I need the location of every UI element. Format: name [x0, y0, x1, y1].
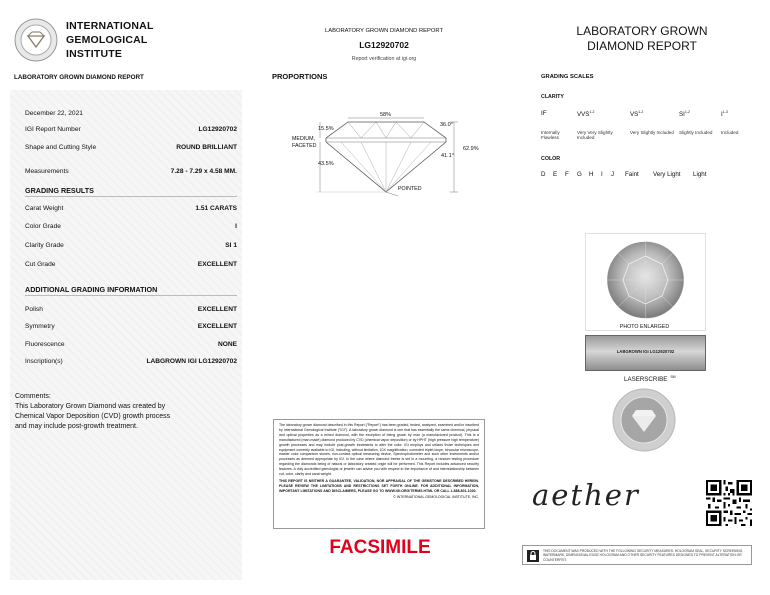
girdle-label-2: FACETED	[292, 143, 317, 149]
color-grade: I	[601, 171, 603, 178]
girdle-label: MEDIUM,	[292, 136, 315, 142]
clarity-row	[25, 242, 237, 249]
color-grade: Light	[693, 171, 707, 178]
igi-name-line2: GEMOLOGICAL	[66, 34, 148, 46]
color-scale	[541, 171, 751, 183]
clarity-grade: VVS$^{1-2}$	[577, 110, 595, 119]
qr-code-icon	[706, 480, 752, 526]
disclaimer-bold: THIS REPORT IS NEITHER A GUARANTEE, VALIDATION, NOR APPRAISAL OF THE GEMSTONE DESCRIBED HEREIN. PLEASE REVIEW THE LIMITATIONS AND RESTRICTIONS SET FORTH ONLINE. FOR ADDITIONAL INFORMATION, IMPORTANT LIMITATIONS AND DISCLAIMERS, PLEASE GO TO WWW.IGI.ORG/TERMS.HTML OR CALL 1-888-801-1020.	[279, 478, 479, 493]
polish-row	[25, 306, 237, 313]
laserscribe-inscription: LABGROWN IGI LG12920702	[616, 349, 675, 354]
color-grade: H	[589, 171, 594, 178]
pavilion-depth: 43.5%	[318, 161, 334, 167]
right-report-title	[548, 24, 736, 54]
shape-row	[25, 144, 237, 151]
row-value: SI 1	[225, 242, 237, 249]
cut-row	[25, 261, 237, 268]
crown-height: 15.5%	[318, 126, 334, 132]
diamond-photo	[586, 234, 705, 330]
security-footer-text: THIS DOCUMENT WAS PRODUCED WITH THE FOLLOWING SECURITY MEASURES: HOLOGRAM SEAL, SECURITY SCREENING, WATERMARK, DIMENSIONAL EDGE HOLOGRAM AND OTHER SECURITY FEATURES DESIGNED TO PREVENT ALTERATION OR COUNTERFEIT.	[543, 549, 744, 562]
lock-icon	[526, 549, 540, 563]
clarity-grade: VS$^{1-2}$	[630, 110, 644, 119]
row-value: NONE	[217, 341, 237, 348]
row-value: EXCELLENT	[197, 306, 237, 313]
row-value: LABGROWN IGI LG12920702	[146, 358, 237, 365]
clarity-desc: Included	[721, 130, 739, 135]
clarity-scale-title: CLARITY	[541, 94, 564, 100]
disclaimer-copyright: © INTERNATIONAL GEMOLOGICAL INSTITUTE, INC.	[393, 494, 479, 499]
row-label: Clarity Grade	[25, 242, 64, 249]
left-report-title: LABORATORY GROWN DIAMOND REPORT	[14, 74, 144, 81]
additional-info-title: ADDITIONAL GRADING INFORMATION	[25, 285, 158, 294]
color-grade: D	[541, 171, 546, 178]
igi-name-line1: INTERNATIONAL	[66, 20, 154, 32]
row-label: Carat Weight	[25, 205, 64, 212]
comments-line: and may include post-growth treatment.	[15, 423, 138, 430]
crown-angle: 36.0°	[440, 122, 453, 128]
center-report-title: LABORATORY GROWN DIAMOND REPORT	[325, 28, 443, 34]
color-grade: J	[611, 171, 615, 178]
table-percentage: 58%	[380, 112, 392, 118]
culet-label: POINTED	[398, 186, 422, 192]
grading-results-title: GRADING RESULTS	[25, 186, 94, 195]
facsimile-stamp: FACSIMILE	[329, 537, 431, 558]
disclaimer-box	[273, 419, 485, 529]
row-label: Measurements	[25, 168, 69, 175]
section-divider	[25, 196, 237, 197]
igi-name-line3: INSTITUTE	[66, 48, 123, 60]
clarity-grade: IF	[541, 110, 547, 117]
pavilion-angle: 41.1°	[441, 153, 454, 159]
row-label: Polish	[25, 306, 43, 313]
report-details-panel	[10, 90, 242, 580]
row-value: 1.51 CARATS	[195, 205, 237, 212]
symmetry-row	[25, 323, 237, 330]
row-label: Fluorescence	[25, 341, 65, 348]
clarity-grade: SI$^{1-2}$	[679, 110, 690, 119]
report-number-row	[25, 126, 237, 133]
row-value: LG12920702	[198, 126, 237, 133]
total-depth: 62.9%	[463, 146, 479, 152]
color-grade: Faint	[625, 171, 639, 178]
color-grade: G	[577, 171, 582, 178]
row-label: IGI Report Number	[25, 126, 81, 133]
igi-seal-logo	[14, 18, 58, 62]
color-row	[25, 223, 237, 230]
carat-row	[25, 205, 237, 212]
right-title-line2: DIAMOND REPORT	[587, 39, 697, 53]
row-label: Inscription(s)	[25, 358, 63, 365]
photo-enlarged-label: PHOTO ENLARGED	[619, 324, 670, 330]
aether-brand-logo: aether	[532, 478, 640, 512]
color-grade: F	[565, 171, 569, 178]
row-value: I	[235, 223, 237, 230]
disclaimer-text: The laboratory grown diamond described in this Report ("Report") has been graded, tested, analyzed, examined and/or inscribed by International Gemological Institute ("IGI"). A laboratory grown diamond is one that has essentially the same chemical, physical and optical properties as a mined diamond, with the exception of being grown by man (a manufactured product). This is a manufactured (man-made) diamond produced by CVD (chemical vapor deposition) or by HPHT (high pressure high temperature) growth processes and may include post-growth treatments to alter the color. IGI employs and utilizes those techniques and equipment currently available to IGI, including, without limitation, 10X magnification, corrected triplet loupe, binocular microscope, master color comparison stones, non-contact optical measuring device, Spectrophotometer and such other instruments and/or processes as deemed appropriate by IGI. In the case where diamond freese is set in a mounting, a random testing procedure regarding the diamonds being of natural or laboratory created origin will be performed. This Report includes advanced security features. A duly accredited gemologist or jeweler can advise you with respect to the importance of and interrelationship between cut, color, clarity and carat weight.	[279, 423, 479, 477]
clarity-grade: $I^{1-3}$	[721, 110, 728, 119]
comments-line: This Laboratory Grown Diamond was created by	[15, 403, 166, 410]
right-title-line1: LABORATORY GROWN	[576, 24, 708, 38]
comments-line: Chemical Vapor Deposition (CVD) growth process	[15, 413, 171, 420]
clarity-desc: Very Slightly Included	[630, 130, 674, 135]
comments-title: Comments:	[15, 393, 51, 400]
report-verification: Report verification at igi.org	[351, 56, 417, 62]
row-label: Color Grade	[25, 223, 61, 230]
proportions-title: PROPORTIONS	[272, 72, 328, 81]
measurements-row	[25, 168, 237, 175]
color-grade: Very Light	[653, 171, 681, 178]
clarity-desc: Very Very Slightly Included	[577, 130, 613, 140]
center-report-number: LG12920702	[359, 40, 409, 50]
color-scale-title: COLOR	[541, 156, 561, 162]
hologram-seal-icon	[612, 388, 676, 452]
clarity-scale	[541, 110, 751, 146]
row-label: Cut Grade	[25, 261, 56, 268]
clarity-desc: Internally Flawless	[541, 130, 560, 140]
comments-block	[15, 392, 170, 432]
clarity-desc: Slightly Included	[679, 130, 713, 135]
grading-scales-title: GRADING SCALES	[541, 74, 594, 80]
row-label: Symmetry	[25, 323, 55, 330]
row-label: Shape and Cutting Style	[25, 144, 97, 151]
inscription-row	[25, 358, 237, 365]
fluorescence-row	[25, 341, 237, 348]
row-value: EXCELLENT	[197, 261, 237, 268]
color-grade: E	[553, 171, 558, 178]
section-divider	[25, 295, 237, 296]
row-value: ROUND BRILLIANT	[176, 144, 237, 151]
diamond-photo-frame	[585, 233, 706, 331]
row-value: EXCELLENT	[197, 323, 237, 330]
row-value: 7.28 - 7.29 x 4.58 MM.	[170, 168, 237, 175]
security-footer	[522, 545, 752, 565]
laserscribe-label: LASERSCRIBE ℠	[624, 375, 676, 384]
laserscribe-image	[585, 335, 706, 371]
report-date: December 22, 2021	[25, 110, 83, 117]
